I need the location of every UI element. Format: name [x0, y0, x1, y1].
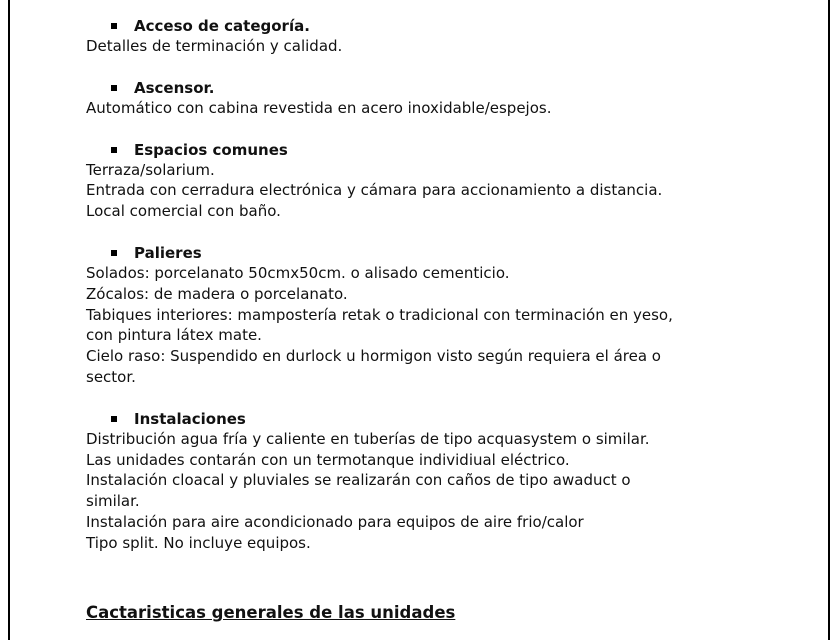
section-line: Local comercial con baño.: [86, 202, 281, 221]
section-instalaciones: [86, 409, 806, 554]
section-line: Entrada con cerradura electrónica y cámara para accionamiento a distancia.: [86, 181, 663, 200]
section-line: Instalación cloacal y pluviales se realizarán con caños de tipo awaduct o: [86, 471, 631, 490]
square-bullet-icon: [111, 250, 117, 256]
section-heading-text: Acceso de categoría.: [134, 17, 310, 35]
section-line: Tipo split. No incluye equipos.: [86, 533, 311, 552]
section-heading-text: Espacios comunes: [134, 140, 288, 159]
section-line: Zócalos: de madera o porcelanato.: [86, 284, 348, 303]
section-heading-text: Ascensor.: [134, 78, 215, 97]
units-general-features-heading: Cactaristicas generales de las unidades: [86, 603, 456, 622]
section-heading-text: Palieres: [134, 243, 202, 262]
section-palieres: [86, 243, 806, 388]
section-line: similar.: [86, 492, 140, 511]
section-line: sector.: [86, 367, 136, 386]
section-line: con pintura látex mate.: [86, 326, 262, 345]
section-line: Tabiques interiores: mampostería retak o tradicional con terminación en yeso,: [86, 305, 673, 324]
section-line: Cielo raso: Suspendido en durlock u hormigon visto según requiera el área o: [86, 347, 661, 366]
square-bullet-icon: [111, 147, 117, 153]
section-heading: [86, 16, 806, 36]
section-line: Instalación para aire acondicionado para equipos de aire frio/calor: [86, 512, 584, 531]
section-line: Las unidades contarán con un termotanque individiual eléctrico.: [86, 450, 570, 469]
section-line: Solados: porcelanato 50cmx50cm. o alisado cementicio.: [86, 263, 510, 282]
section-line: Distribución agua fría y caliente en tuberías de tipo acquasystem o similar.: [86, 429, 650, 448]
section-heading: [86, 140, 806, 160]
section-line: Terraza/solarium.: [86, 160, 215, 179]
section-acceso: [86, 16, 806, 57]
section-line: Detalles de terminación y calidad.: [86, 37, 343, 55]
section-espacios-comunes: [86, 140, 806, 222]
section-heading: [86, 243, 806, 263]
square-bullet-icon: [111, 23, 117, 29]
section-ascensor: [86, 78, 806, 119]
square-bullet-icon: [111, 85, 117, 91]
square-bullet-icon: [111, 416, 117, 422]
section-line: Automático con cabina revestida en acero inoxidable/espejos.: [86, 98, 552, 117]
document-content: [86, 16, 806, 575]
section-heading: [86, 78, 806, 98]
section-heading-text: Instalaciones: [134, 409, 246, 428]
section-heading: [86, 409, 806, 429]
